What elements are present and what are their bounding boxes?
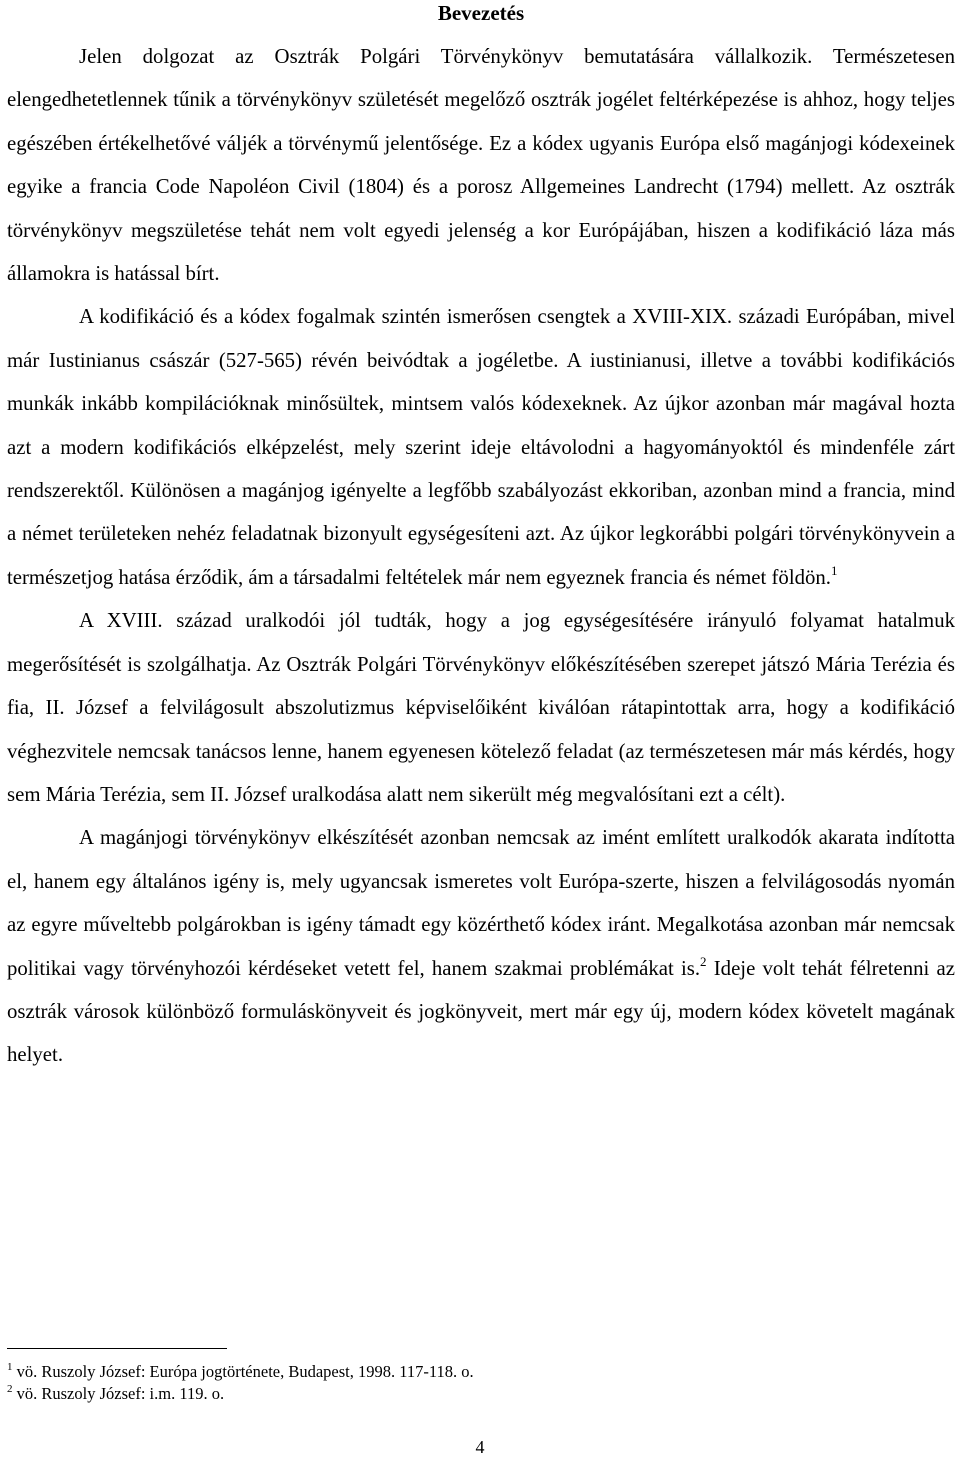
footnote-2 xyxy=(7,1383,955,1405)
footnote-number: 1 xyxy=(7,1361,13,1373)
body-text xyxy=(7,35,955,1077)
footnote-separator xyxy=(7,1348,227,1349)
paragraph-text: A magánjogi törvénykönyv elkészítését azonban nemcsak az imént említett uralkodók akarata indította el, hanem egy általános igény is, mely ugyancsak ismeretes volt Európa-szerte, hiszen a felvilágosodás nyomán az egyre műveltebb polgárokban is igény támadt egy közérthető kódex iránt. Megalkotása azonban már nemcsak politikai vagy törvényhozói kérdéseket vetett fel, hanem szakmai problémákat is. xyxy=(7,826,955,980)
paragraph-text: Jelen dolgozat az Osztrák Polgári Törvénykönyv bemutatására vállalkozik. Természetesen elengedhetetlennek tűnik a törvénykönyv születését megelőző osztrák jogélet feltérképezése is ahhoz, hogy teljes egészében értékelhetővé váljék a törvénymű jelentősége. Ez a kódex ugyanis Európa első magánjogi kódexeinek egyike a francia Code Napoléon Civil (1804) és a porosz Allgemeines Landrecht (1794) mellett. Az osztrák törvénykönyv megszületése tehát nem volt egyedi jelenség a kor Európájában, hiszen a kodifikáció láza más államokra is hatással bírt. xyxy=(7,45,955,286)
document-page xyxy=(7,0,955,1403)
footnotes xyxy=(7,1348,955,1405)
footnote-1 xyxy=(7,1361,955,1383)
paragraph-1 xyxy=(7,35,955,295)
footnote-number: 2 xyxy=(7,1383,13,1395)
footnote-marker: 1 xyxy=(831,562,838,578)
page-title: Bevezetés xyxy=(437,1,525,25)
paragraph-text: Ideje volt tehát félretenni az osztrák városok különböző formuláskönyveit és jogkönyveit, mert már egy új, modern kódex követelt magának helyet. xyxy=(7,956,955,1067)
paragraph-text: A XVIII. század uralkodói jól tudták, hogy a jog egységesítésére irányuló folyamat hatalmuk megerősítését is szolgálhatja. Az Osztrák Polgári Törvénykönyv előkészítésében szerepet játszó Mária Terézia és fia, II. József a felvilágosult abszolutizmus képviselőiként kiválóan rátapintottak arra, hogy a kodifikáció véghezvitele nemcsak tanácsos lenne, hanem egyenesen kötelező feladat (az természetesen már más kérdés, hogy sem Mária Terézia, sem II. József uralkodása alatt nem sikerült még megvalósítani ezt a célt). xyxy=(7,609,955,806)
paragraph-3 xyxy=(7,599,955,816)
paragraph-4 xyxy=(7,816,955,1076)
footnote-marker: 2 xyxy=(700,953,707,969)
paragraph-text: A kodifikáció és a kódex fogalmak szintén ismerősen csengtek a XVIII-XIX. századi Európában, mivel már Iustinianus császár (527-565) révén beivódtak a jogéletbe. A iustinianusi, illetve a további kodifikációs munkák inkább kompilációknak minősültek, mintsem valós kódexeknek. Az újkor azonban már magával hozta azt a modern kodifikációs elképzelést, mely szerint ideje eltávolodni a hagyományoktól és mindenféle zárt rendszerektől. Különösen a magánjog igényelte a legfőbb szabályozást ekkoriban, azonban mind a francia, mind a német területeken nehéz feladatnak bizonyult egységesíteni azt. Az újkor legkorábbi polgári törvénykönyvein a természetjog hatása érződik, ám a társadalmi feltételek már nem egyeznek francia és német földön. xyxy=(7,305,955,589)
footnote-text: vö. Ruszoly József: i.m. 119. o. xyxy=(16,1384,225,1403)
page-number: 4 xyxy=(475,1437,485,1457)
paragraph-2 xyxy=(7,295,955,599)
footnote-text: vö. Ruszoly József: Európa jogtörténete, Budapest, 1998. 117-118. o. xyxy=(16,1362,474,1381)
